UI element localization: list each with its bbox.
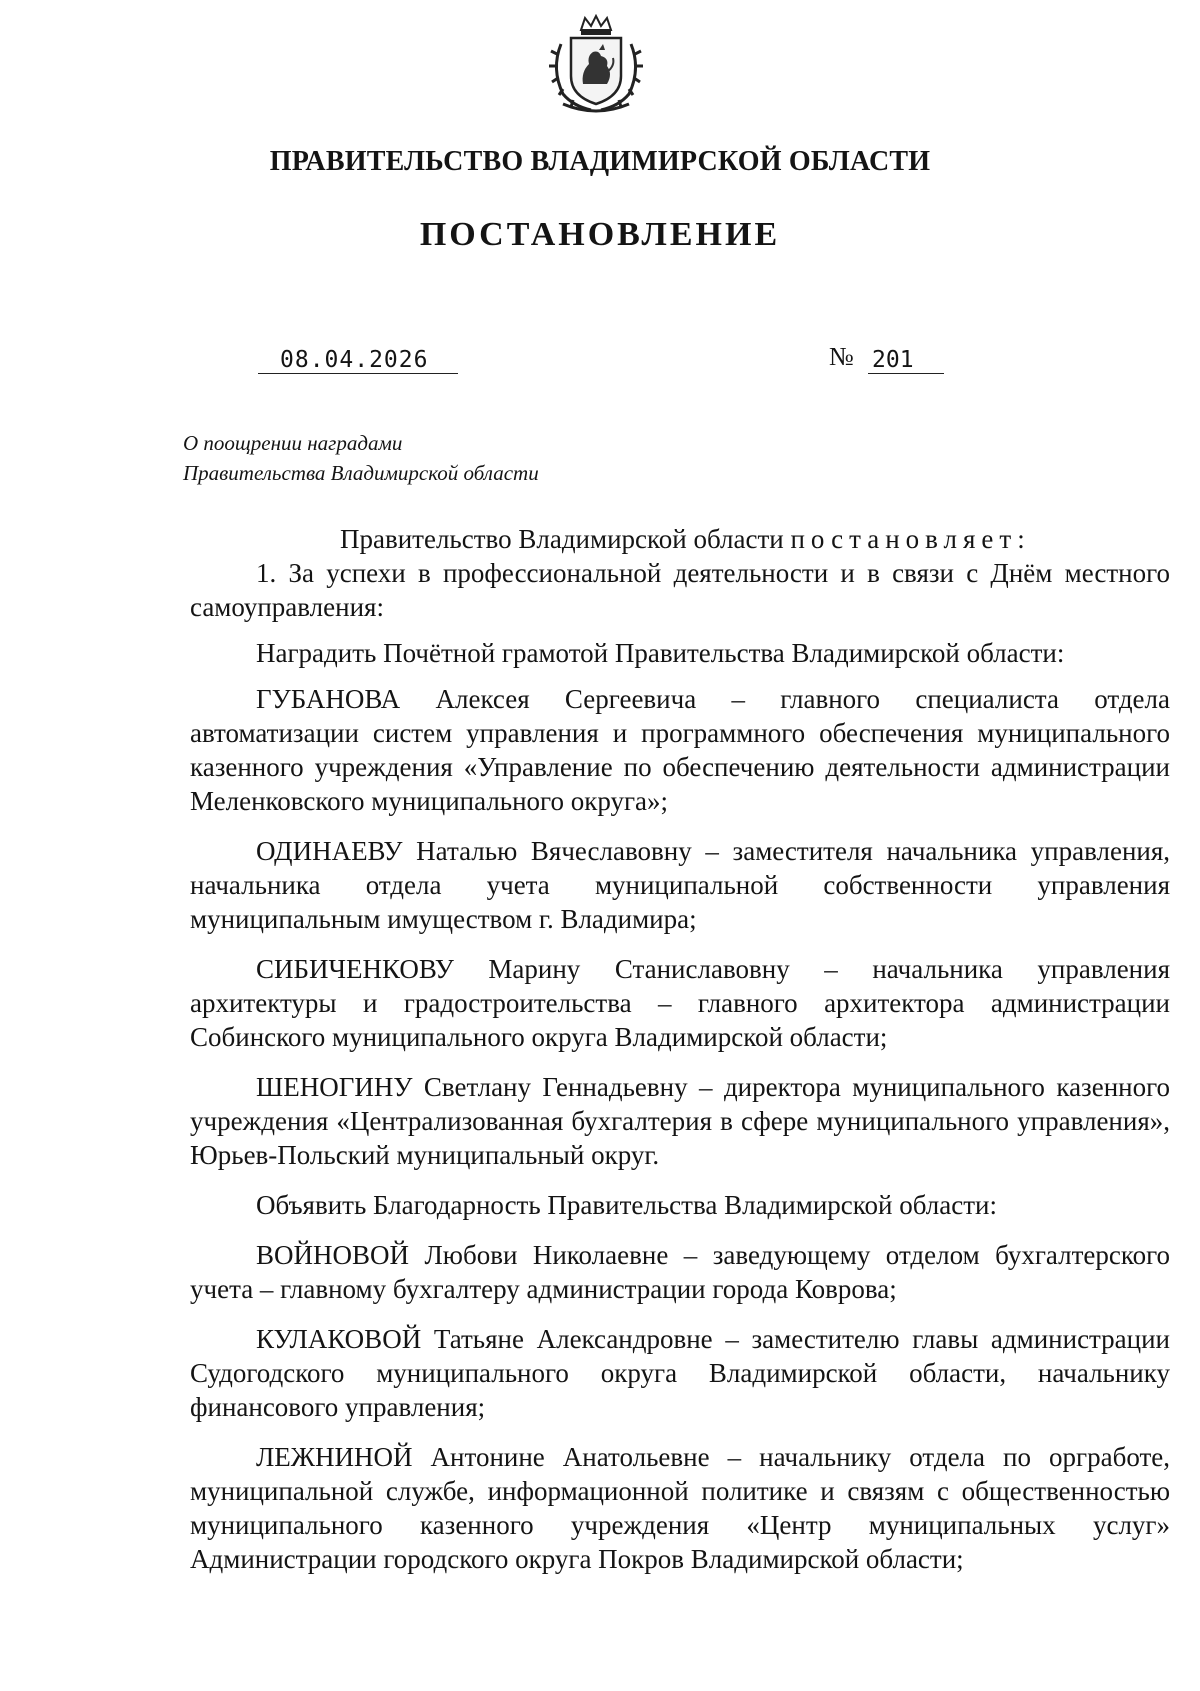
preamble-text: Правительство Владимирской области bbox=[340, 524, 784, 554]
subject-line-1: О поощрении наградами bbox=[183, 431, 403, 455]
document-number: 201 bbox=[872, 347, 914, 373]
person-name: КУЛАКОВОЙ bbox=[256, 1324, 422, 1354]
subject-line-2: Правительства Владимирской области bbox=[183, 461, 539, 485]
person-details: Татьяне Александровне – заместителю главы администрации Судогодского муниципального округа Владимирской области, начальнику финансового управления; bbox=[190, 1324, 1171, 1422]
award-2-person bbox=[190, 1322, 1170, 1424]
person-details: Светлану Геннадьевну – директора муниципального казенного учреждения «Централизованная бухгалтерия в сфере муниципального управления», Юрьев-Польский муниципальный округ. bbox=[190, 1072, 1171, 1170]
document-subject bbox=[183, 428, 539, 488]
preamble bbox=[190, 522, 1170, 556]
person-name: ОДИНАЕВУ bbox=[256, 836, 403, 866]
person-name: ШЕНОГИНУ bbox=[256, 1072, 413, 1102]
document-type-title: ПОСТАНОВЛЕНИЕ bbox=[419, 216, 781, 253]
number-label: № bbox=[829, 342, 854, 371]
person-details: Наталью Вячеславовну – заместителя начальника управления, начальника отдела учета муниципальной собственности управления муниципальным имуществом г. Владимира; bbox=[190, 836, 1171, 934]
date-field bbox=[258, 347, 458, 374]
person-details: Марину Станиславовну – начальника управления архитектуры и градостроительства – главного архитектора администрации Собинского муниципального округа Владимирской области; bbox=[190, 954, 1171, 1052]
document-body bbox=[190, 522, 1170, 1576]
award-1-title: Наградить Почётной грамотой Правительства Владимирской области: bbox=[256, 638, 1065, 668]
award-1-person bbox=[190, 952, 1170, 1054]
preamble-verb: постановляет: bbox=[790, 524, 1031, 554]
award-1-person bbox=[190, 834, 1170, 936]
person-details: Алексея Сергеевича – главного специалиста отдела автоматизации систем управления и программного обеспечения муниципального казенного учреждения «Управление по обеспечению деятельности администрации Меленковского муниципального округа»; bbox=[190, 684, 1170, 816]
coat-of-arms-icon bbox=[543, 14, 649, 114]
item-1: 1. За успехи в профессиональной деятельности и в связи с Днём местного самоуправления: bbox=[190, 558, 1170, 622]
award-2-person bbox=[190, 1238, 1170, 1306]
document-date: 08.04.2026 bbox=[280, 347, 429, 373]
person-name: СИБИЧЕНКОВУ bbox=[256, 954, 454, 984]
award-1-person bbox=[190, 682, 1170, 818]
person-name: ЛЕЖНИНОЙ bbox=[256, 1442, 413, 1472]
award-2-title: Объявить Благодарность Правительства Владимирской области: bbox=[256, 1190, 997, 1220]
person-name: ВОЙНОВОЙ bbox=[256, 1240, 410, 1270]
number-field bbox=[868, 347, 944, 374]
person-name: ГУБАНОВА bbox=[256, 684, 401, 714]
person-details: Антонине Анатольевне – начальнику отдела по оргработе, муниципальной службе, информационной политике и связям с общественностью муниципального казенного учреждения «Центр муниципальных услуг» Администрации городского округа Покров Владимирской области; bbox=[190, 1442, 1171, 1574]
award-2-person bbox=[190, 1440, 1170, 1576]
award-1-person bbox=[190, 1070, 1170, 1172]
person-details: Любови Николаевне – заведующему отделом бухгалтерского учета – главному бухгалтеру администрации города Коврова; bbox=[190, 1240, 1170, 1304]
organization-title: ПРАВИТЕЛЬСТВО ВЛАДИМИРСКОЙ ОБЛАСТИ bbox=[269, 146, 931, 177]
